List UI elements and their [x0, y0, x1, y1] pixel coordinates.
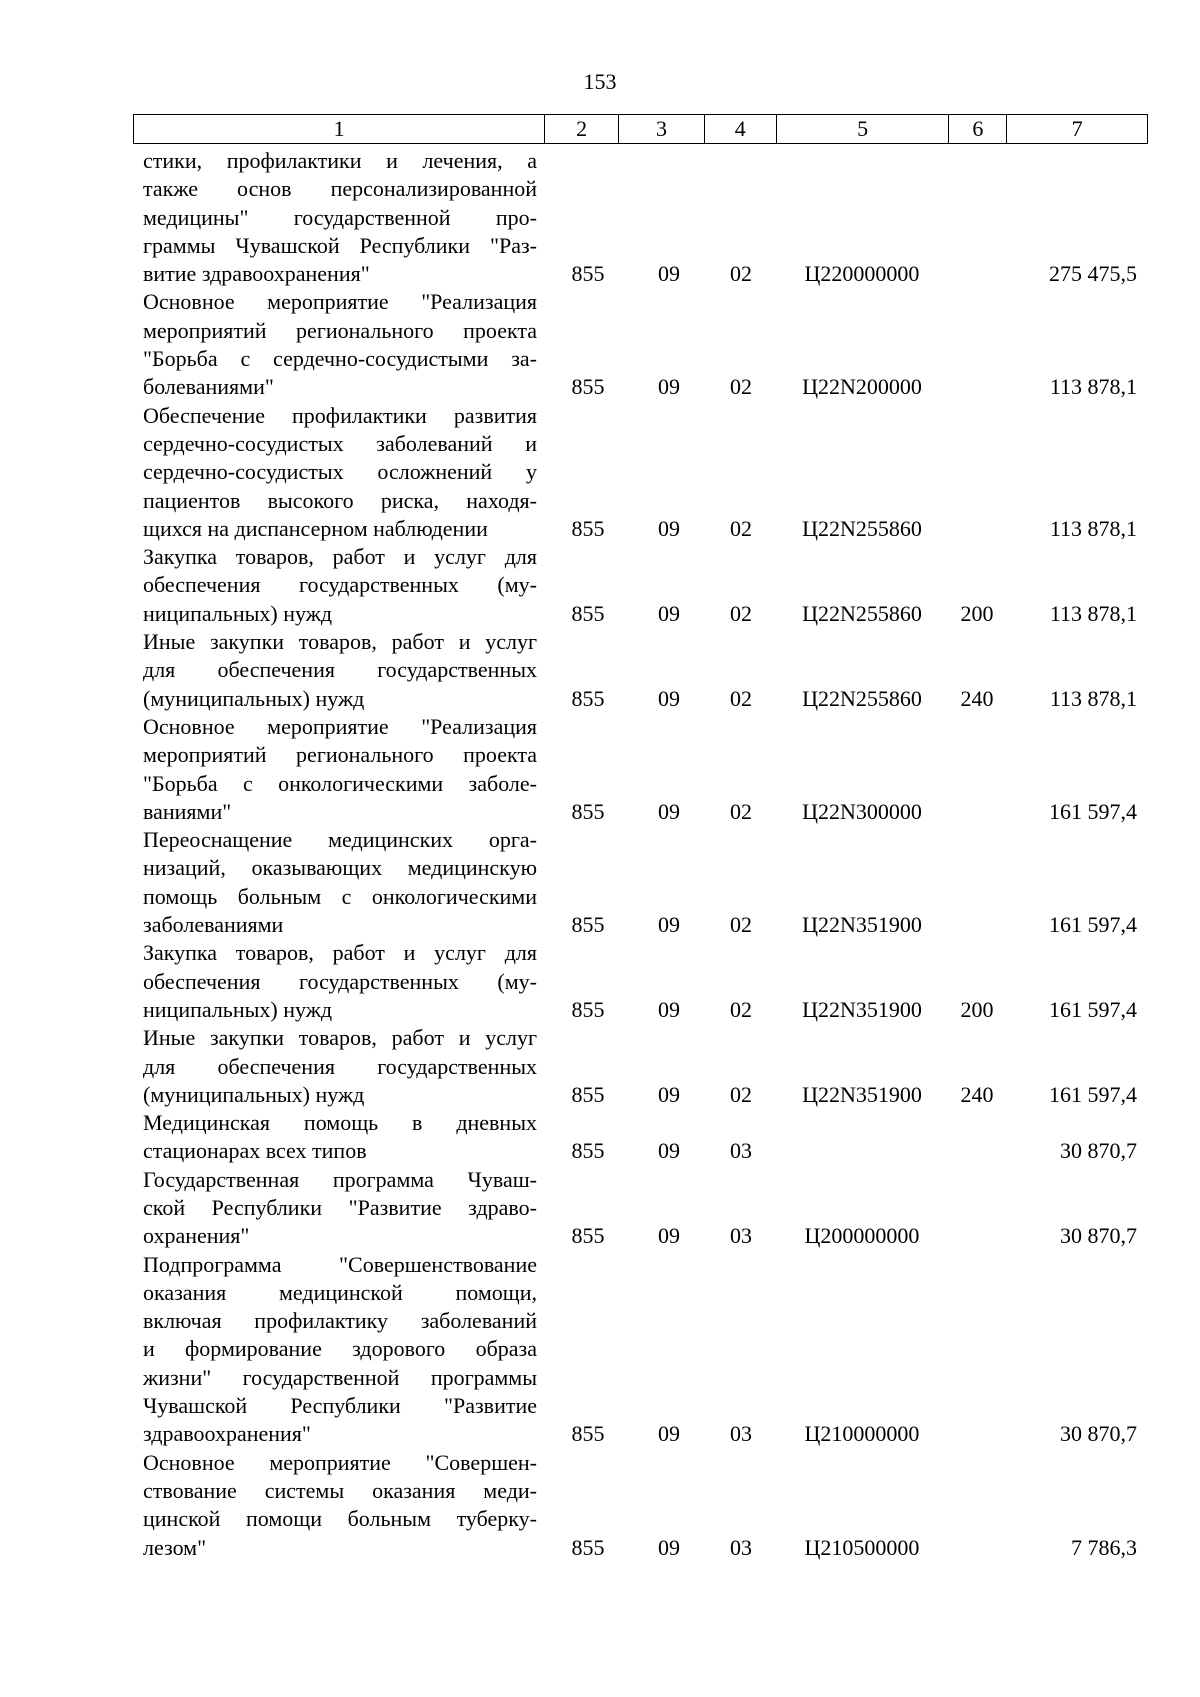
row-description: [143, 402, 537, 543]
subsection-code: 02: [730, 374, 752, 400]
expense-type-code: 200: [960, 600, 994, 626]
section-code: 09: [658, 261, 680, 287]
description-line: жизни" государственной программы: [143, 1364, 537, 1390]
description-line: Переоснащение медицинских орга-: [143, 827, 537, 853]
row-description: [143, 1024, 537, 1109]
subsection-code: 02: [730, 515, 752, 541]
description-line: включая профилактику заболеваний: [143, 1308, 537, 1334]
ministry-code: 855: [571, 1081, 605, 1107]
ministry-code: 855: [571, 1138, 605, 1164]
description-line: помощь больным с онкологическими: [143, 883, 537, 909]
table-body: [143, 147, 1143, 1562]
description-line: пациентов высокого риска, находя-: [143, 487, 537, 513]
target-article-code: Ц220000000: [804, 261, 920, 287]
description-line: обеспечения государственных (му-: [143, 572, 537, 598]
description-line: заболеваниями: [143, 912, 284, 938]
description-line: охранения": [143, 1223, 250, 1249]
ministry-code: 855: [571, 685, 605, 711]
description-line: и формирование здорового образа: [143, 1336, 537, 1362]
description-line: стационарах всех типов: [143, 1138, 367, 1164]
row-description: [143, 1166, 537, 1251]
ministry-code: 855: [571, 798, 605, 824]
description-line: ской Республики "Развитие здраво-: [143, 1194, 537, 1220]
table-row: [143, 288, 1143, 401]
table-row: [143, 1166, 1143, 1251]
description-line: Обеспечение профилактики развития: [143, 402, 537, 428]
description-line: витие здравоохранения": [143, 261, 370, 287]
ministry-code: 855: [571, 1223, 605, 1249]
table-row: [143, 543, 1143, 628]
section-code: 09: [658, 600, 680, 626]
amount-value: 113 878,1: [1049, 685, 1137, 711]
description-line: мероприятий регионального проекта: [143, 317, 537, 343]
description-line: (муниципальных) нужд: [143, 685, 365, 711]
ministry-code: 855: [571, 600, 605, 626]
subsection-code: 02: [730, 600, 752, 626]
description-line: цинской помощи больным туберку-: [143, 1506, 537, 1532]
description-line: Государственная программа Чуваш-: [143, 1166, 537, 1192]
description-line: оказания медицинской помощи,: [143, 1279, 537, 1305]
row-description: [143, 543, 537, 628]
row-description: [143, 288, 537, 401]
description-line: Основное мероприятие "Реализация: [143, 289, 537, 315]
amount-value: 30 870,7: [1060, 1138, 1137, 1164]
description-line: Основное мероприятие "Совершен-: [143, 1449, 537, 1475]
description-line: (муниципальных) нужд: [143, 1081, 365, 1107]
section-code: 09: [658, 1421, 680, 1447]
table-row: [143, 1109, 1143, 1166]
row-description: [143, 1449, 537, 1562]
ministry-code: 855: [571, 996, 605, 1022]
section-code: 09: [658, 912, 680, 938]
description-line: болеваниями": [143, 374, 274, 400]
table-row: [143, 1024, 1143, 1109]
target-article-code: Ц22N255860: [802, 515, 922, 541]
description-line: ствование системы оказания меди-: [143, 1477, 537, 1503]
target-article-code: Ц22N255860: [802, 685, 922, 711]
description-line: Медицинская помощь в дневных: [143, 1110, 537, 1136]
subsection-code: 02: [730, 261, 752, 287]
target-article-code: Ц22N351900: [802, 1081, 922, 1107]
header-col-4: 4: [705, 115, 777, 143]
row-description: [143, 713, 537, 826]
target-article-code: Ц210500000: [804, 1534, 920, 1560]
table-row: [143, 628, 1143, 713]
target-article-code: Ц200000000: [804, 1223, 920, 1249]
amount-value: 7 786,3: [1071, 1534, 1137, 1560]
amount-value: 161 597,4: [1049, 1081, 1137, 1107]
amount-value: 161 597,4: [1049, 798, 1137, 824]
description-line: здравоохранения": [143, 1421, 311, 1447]
header-col-2: 2: [545, 115, 619, 143]
subsection-code: 03: [730, 1138, 752, 1164]
section-code: 09: [658, 996, 680, 1022]
header-col-3: 3: [619, 115, 705, 143]
description-line: "Борьба с сердечно-сосудистыми за-: [143, 346, 537, 372]
page-number: 153: [583, 69, 617, 94]
ministry-code: 855: [571, 261, 605, 287]
description-line: Подпрограмма "Совершенствование: [143, 1251, 537, 1277]
description-line: ниципальных) нужд: [143, 996, 333, 1022]
target-article-code: Ц22N255860: [802, 600, 922, 626]
description-line: Закупка товаров, работ и услуг для: [143, 544, 537, 570]
expense-type-code: 240: [960, 685, 994, 711]
description-line: Иные закупки товаров, работ и услуг: [143, 629, 537, 655]
description-line: медицины" государственной про-: [143, 204, 537, 230]
subsection-code: 03: [730, 1534, 752, 1560]
amount-value: 161 597,4: [1049, 912, 1137, 938]
row-description: [143, 826, 537, 939]
description-line: также основ персонализированной: [143, 176, 537, 202]
target-article-code: Ц22N351900: [802, 996, 922, 1022]
subsection-code: 02: [730, 912, 752, 938]
description-line: Закупка товаров, работ и услуг для: [143, 940, 537, 966]
row-description: [143, 628, 537, 713]
table-row: [143, 826, 1143, 939]
amount-value: 161 597,4: [1049, 996, 1137, 1022]
section-code: 09: [658, 1534, 680, 1560]
table-row: [143, 713, 1143, 826]
target-article-code: Ц22N200000: [802, 374, 922, 400]
table-row: [143, 1449, 1143, 1562]
description-line: стики, профилактики и лечения, а: [143, 148, 537, 173]
subsection-code: 03: [730, 1421, 752, 1447]
row-description: [143, 147, 537, 288]
description-line: низаций, оказывающих медицинскую: [143, 855, 537, 881]
description-line: мероприятий регионального проекта: [143, 742, 537, 768]
header-col-1: 1: [134, 115, 545, 143]
amount-value: 113 878,1: [1049, 515, 1137, 541]
description-line: щихся на диспансерном наблюдении: [143, 515, 488, 541]
description-line: сердечно-сосудистых заболеваний и: [143, 430, 537, 456]
description-line: обеспечения государственных (му-: [143, 968, 537, 994]
amount-value: 275 475,5: [1049, 261, 1137, 287]
table-header: [133, 114, 1148, 144]
target-article-code: Ц210000000: [804, 1421, 920, 1447]
description-line: Основное мероприятие "Реализация: [143, 713, 537, 739]
amount-value: 30 870,7: [1060, 1223, 1137, 1249]
ministry-code: 855: [571, 1421, 605, 1447]
section-code: 09: [658, 1081, 680, 1107]
amount-value: 30 870,7: [1060, 1421, 1137, 1447]
description-line: ниципальных) нужд: [143, 600, 333, 626]
ministry-code: 855: [571, 1534, 605, 1560]
description-line: Иные закупки товаров, работ и услуг: [143, 1025, 537, 1051]
section-code: 09: [658, 374, 680, 400]
header-col-5: 5: [777, 115, 950, 143]
header-col-7: 7: [1071, 116, 1083, 141]
row-description: [143, 1109, 537, 1166]
description-line: для обеспечения государственных: [143, 1053, 537, 1079]
expense-type-code: 200: [960, 996, 994, 1022]
description-line: Чувашской Республики "Развитие: [143, 1393, 537, 1419]
section-code: 09: [658, 685, 680, 711]
section-code: 09: [658, 1223, 680, 1249]
amount-value: 113 878,1: [1049, 374, 1137, 400]
ministry-code: 855: [571, 515, 605, 541]
target-article-code: Ц22N351900: [802, 912, 922, 938]
table-row: [143, 147, 1143, 288]
ministry-code: 855: [571, 912, 605, 938]
description-line: для обеспечения государственных: [143, 657, 537, 683]
expense-type-code: 240: [960, 1081, 994, 1107]
description-line: "Борьба с онкологическими заболе-: [143, 770, 537, 796]
table-row: [143, 1251, 1143, 1449]
table-row: [143, 402, 1143, 543]
table-row: [143, 939, 1143, 1024]
section-code: 09: [658, 798, 680, 824]
subsection-code: 02: [730, 685, 752, 711]
section-code: 09: [658, 1138, 680, 1164]
subsection-code: 02: [730, 1081, 752, 1107]
subsection-code: 03: [730, 1223, 752, 1249]
row-description: [143, 939, 537, 1024]
header-col-6: 6: [949, 115, 1007, 143]
description-line: сердечно-сосудистых осложнений у: [143, 459, 537, 485]
row-description: [143, 1251, 537, 1449]
subsection-code: 02: [730, 996, 752, 1022]
description-line: ваниями": [143, 798, 232, 824]
amount-value: 113 878,1: [1049, 600, 1137, 626]
description-line: лезом": [143, 1534, 207, 1560]
ministry-code: 855: [571, 374, 605, 400]
description-line: граммы Чувашской Республики "Раз-: [143, 232, 537, 258]
subsection-code: 02: [730, 798, 752, 824]
section-code: 09: [658, 515, 680, 541]
target-article-code: Ц22N300000: [802, 798, 922, 824]
